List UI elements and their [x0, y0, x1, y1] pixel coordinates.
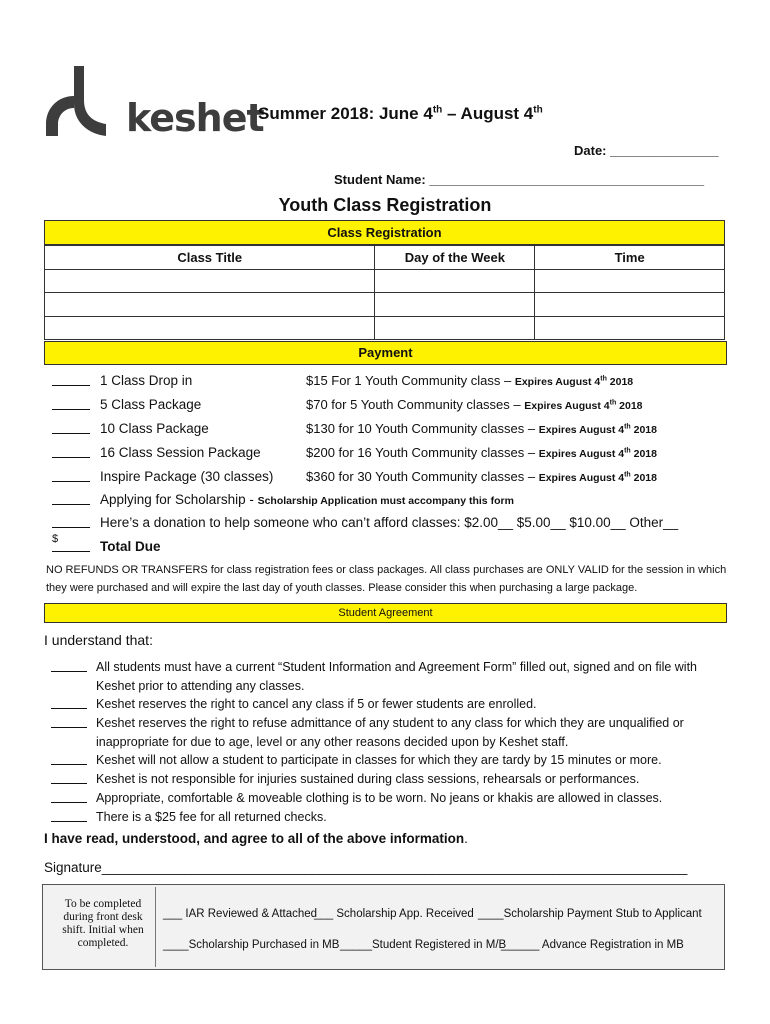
office-divider: [155, 887, 156, 967]
column-time: Time: [535, 246, 725, 270]
cell[interactable]: [45, 293, 375, 317]
office-item-scholarship-purchased[interactable]: ____Scholarship Purchased in MB: [163, 939, 340, 951]
cell[interactable]: [375, 269, 535, 293]
payment-option-label: 16 Class Session Package: [100, 445, 261, 460]
payment-option-label: 1 Class Drop in: [100, 373, 193, 388]
payment-blank[interactable]: [52, 422, 90, 437]
donation-blank[interactable]: [52, 516, 90, 531]
payment-option-label: Inspire Package (30 classes): [100, 469, 274, 484]
class-registration-table: [44, 245, 725, 340]
table-row[interactable]: [45, 269, 725, 293]
agreement-item: Keshet is not responsible for injuries sustained during class sessions, rehearsals or performances.: [96, 772, 640, 786]
agreement-initial-blank[interactable]: [51, 802, 87, 803]
class-registration-header: Class Registration: [44, 220, 725, 245]
payment-option-label: 5 Class Package: [100, 397, 202, 412]
agreement-item: There is a $25 fee for all returned checks.: [96, 810, 327, 824]
dollar-sign: $: [52, 533, 59, 545]
agreement-initial-blank[interactable]: [51, 821, 87, 822]
agreement-initial-blank[interactable]: [51, 708, 87, 709]
cell[interactable]: [535, 316, 725, 340]
payment-option-price: $70 for 5 Youth Community classes – Expires August 4th 2018: [306, 397, 643, 412]
cell[interactable]: [45, 316, 375, 340]
office-note: To be completed during front desk shift. Initial when completed.: [62, 898, 144, 949]
payment-option-price: $360 for 30 Youth Community classes – Expires August 4th 2018: [306, 469, 657, 484]
office-item-payment-stub[interactable]: ____Scholarship Payment Stub to Applicant: [478, 908, 702, 920]
cell[interactable]: [535, 293, 725, 317]
brand-name: keshet: [126, 96, 264, 140]
cell[interactable]: [45, 269, 375, 293]
payment-header: Payment: [44, 341, 727, 365]
column-class-title: Class Title: [45, 246, 375, 270]
agreement-initial-blank[interactable]: [51, 783, 87, 784]
payment-blank[interactable]: [52, 446, 90, 461]
agreement-item: Keshet will not allow a student to participate in classes for which they are tardy by 15 minutes or more.: [96, 753, 662, 767]
page-title: Youth Class Registration: [278, 195, 492, 215]
column-day: Day of the Week: [375, 246, 535, 270]
payment-blank[interactable]: [52, 470, 90, 485]
payment-option-label: 10 Class Package: [100, 421, 209, 436]
agreement-confirmation: I have read, understood, and agree to all of the above information.: [44, 831, 468, 846]
agreement-item: All students must have a current “Student Information and Agreement Form” filled out, signed and on file with Keshet prior to attending any classes.: [96, 660, 698, 693]
scholarship-option: Applying for Scholarship - Scholarship Application must accompany this form: [100, 492, 514, 507]
agreement-item: Keshet reserves the right to cancel any class if 5 or fewer students are enrolled.: [96, 697, 537, 711]
agreement-initial-blank[interactable]: [51, 727, 87, 728]
agreement-initial-blank[interactable]: [51, 764, 87, 765]
office-item-advance-registration[interactable]: ______ Advance Registration in MB: [501, 939, 684, 951]
scholarship-blank[interactable]: [52, 493, 90, 508]
total-blank[interactable]: [52, 540, 90, 555]
agreement-intro: I understand that:: [44, 632, 153, 648]
agreement-item: Keshet reserves the right to refuse admittance of any student to any class for which they are unqualified or inappropriate for due to age, level or any other reasons decided upon by Keshet staff.: [96, 716, 684, 749]
office-item-student-registered[interactable]: _____Student Registered in M/B: [340, 939, 507, 951]
cell[interactable]: [375, 293, 535, 317]
donation-option[interactable]: Here’s a donation to help someone who can’t afford classes: $2.00__ $5.00__ $10.00__ Other__: [100, 515, 679, 530]
office-item-scholarship-app[interactable]: ___ Scholarship App. Received: [314, 908, 474, 920]
date-field[interactable]: Date: _______________: [574, 143, 719, 158]
session-title: Summer 2018: June 4th – August 4th: [258, 104, 543, 123]
student-agreement-header: Student Agreement: [44, 603, 727, 623]
payment-option-price: $200 for 16 Youth Community classes – Expires August 4th 2018: [306, 445, 657, 460]
refund-notice: NO REFUNDS OR TRANSFERS for class registration fees or class packages. All class purchases are ONLY VALID for the session in which they were purchased and will expire the last day of youth classes. Please consider this when purchasing a large package.: [46, 564, 727, 594]
payment-option-price: $15 For 1 Youth Community class – Expires August 4th 2018: [306, 373, 634, 388]
agreement-item: Appropriate, comfortable & moveable clothing is to be worn. No jeans or khakis are allowed in classes.: [96, 791, 663, 805]
total-due-label: Total Due: [100, 539, 161, 554]
office-item-iar[interactable]: ___ IAR Reviewed & Attached: [163, 908, 318, 920]
payment-blank[interactable]: [52, 374, 90, 389]
table-row[interactable]: [45, 316, 725, 340]
signature-field[interactable]: Signature______________________________________________________________________________: [44, 860, 688, 875]
cell[interactable]: [535, 269, 725, 293]
cell[interactable]: [375, 316, 535, 340]
table-header-row: [45, 246, 725, 270]
table-row[interactable]: [45, 293, 725, 317]
agreement-initial-blank[interactable]: [51, 671, 87, 672]
student-name-field[interactable]: Student Name: ______________________________________: [334, 172, 705, 187]
payment-blank[interactable]: [52, 398, 90, 413]
payment-option-price: $130 for 10 Youth Community classes – Expires August 4th 2018: [306, 421, 657, 436]
